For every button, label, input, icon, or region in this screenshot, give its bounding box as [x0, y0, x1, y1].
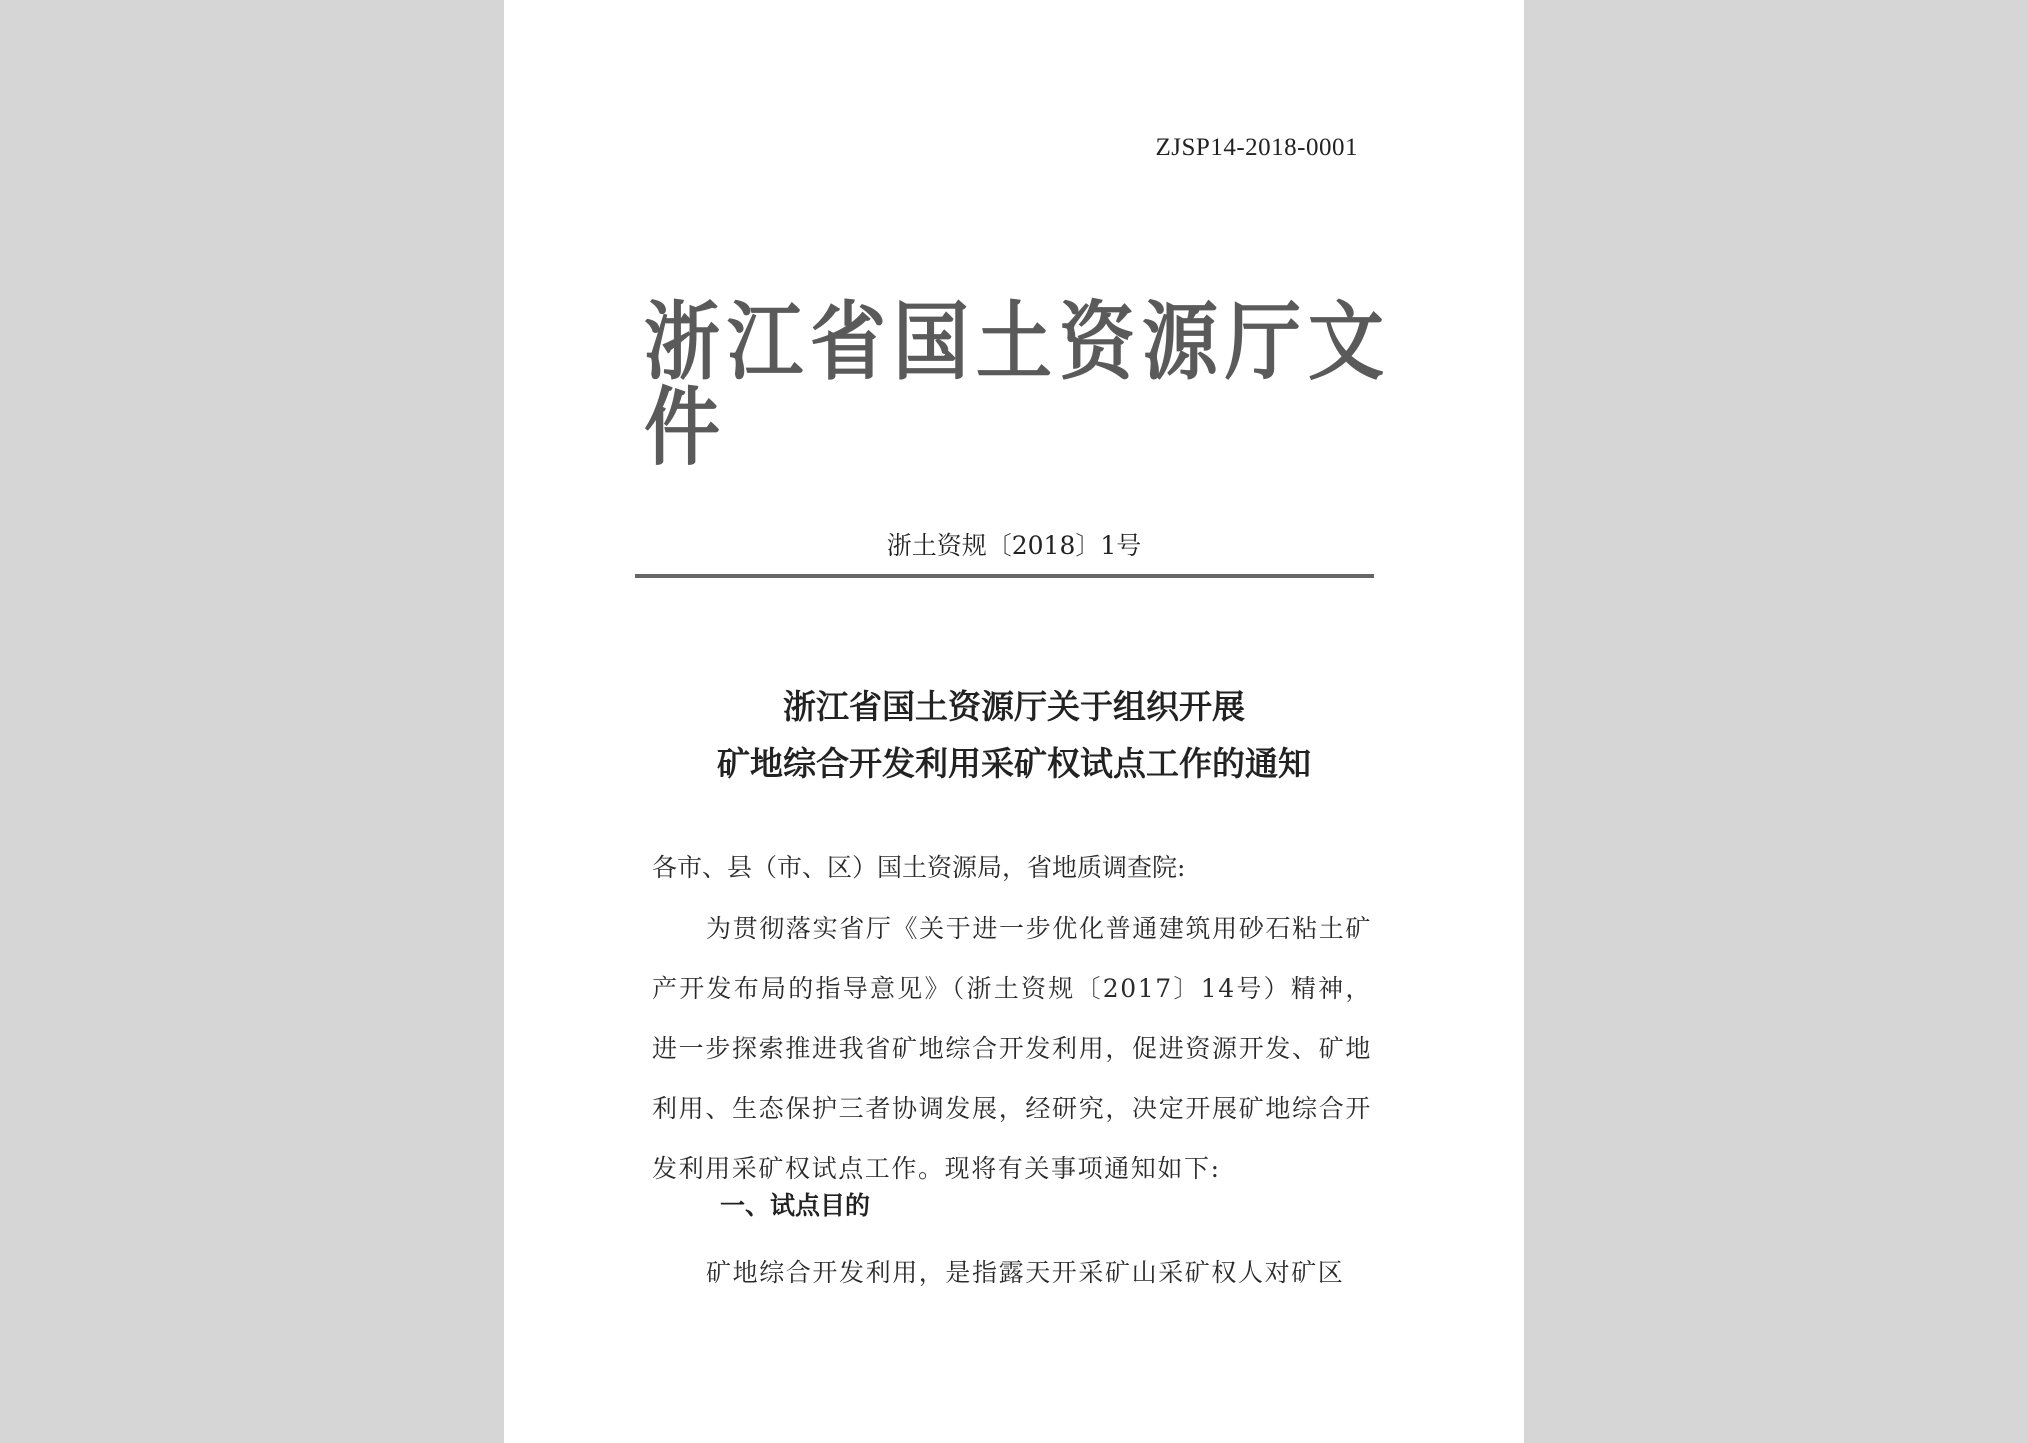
- title-line-2: 矿地综合开发利用采矿权试点工作的通知: [717, 744, 1311, 783]
- title-line-1: 浙江省国土资源厅关于组织开展: [783, 687, 1245, 726]
- document-number: 浙土资规〔2018〕1号: [886, 531, 1142, 560]
- document-code: ZJSP14-2018-0001: [1155, 134, 1358, 161]
- paragraph-intro: 为贯彻落实省厅《关于进一步优化普通建筑用砂石粘土矿产开发布局的指导意见》（浙土资规〔2017〕14号）精神，进一步探索推进我省矿地综合开发利用，促进资源开发、矿地利用、生态保护三者协调发展，经研究，决定开展矿地综合开发利用采矿权试点工作。现将有关事项通知如下:: [652, 914, 1372, 1183]
- section-heading-1: 一、试点目的: [720, 1191, 871, 1220]
- issuer-header: 浙江省国土资源厅文件: [644, 292, 1384, 477]
- paragraph-section-1: 矿地综合开发利用，是指露天开采矿山采矿权人对矿区: [706, 1258, 1345, 1287]
- document-page: [504, 0, 1524, 1443]
- document-title: [504, 678, 1524, 792]
- header-divider: [635, 574, 1374, 578]
- salutation: 各市、县（市、区）国土资源局，省地质调查院:: [652, 853, 1186, 882]
